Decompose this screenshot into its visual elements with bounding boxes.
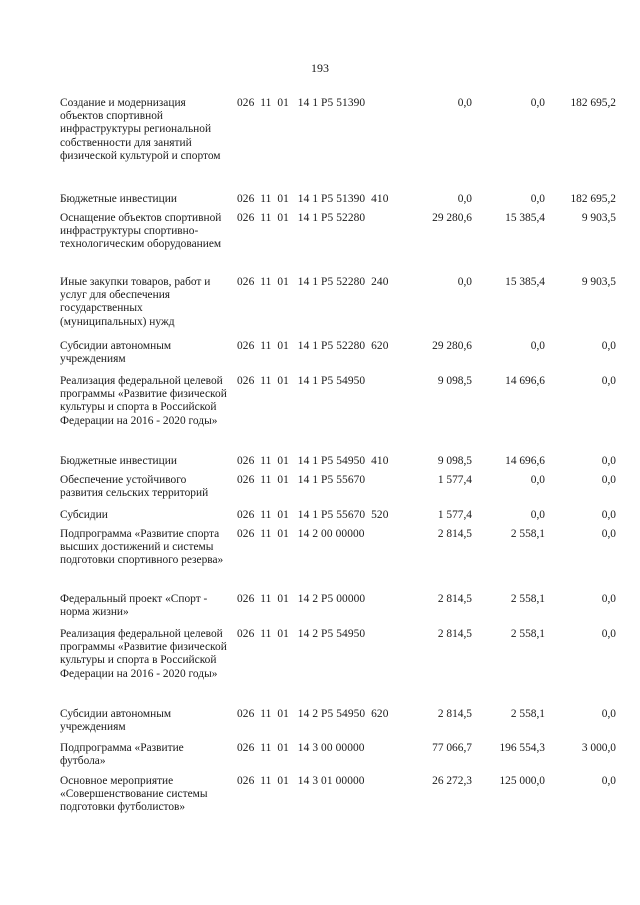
row-value-3: 0,0 [601,455,616,467]
row-value-3: 0,0 [601,628,616,640]
row-value-3: 9 903,5 [581,212,616,224]
row-name: Иные закупки товаров, работ и услуг для обеспечения государственных (муниципальных) нужд [60,276,211,328]
row-value-2: 15 385,4 [505,276,545,288]
row-code: 026 11 01 14 1 P5 55670 520 [237,509,389,521]
row-value-1: 77 066,7 [432,742,472,754]
row-value-1: 2 814,5 [437,708,472,720]
row-value-2: 0,0 [530,193,545,205]
row-value-2: 2 558,1 [510,628,545,640]
row-code: 026 11 01 14 2 P5 00000 [237,593,366,605]
row-name: Федеральный проект «Спорт - норма жизни» [60,593,208,619]
row-code: 026 11 01 14 1 P5 51390 410 [237,193,389,205]
row-value-2: 2 558,1 [510,528,545,540]
row-value-1: 29 280,6 [432,340,472,352]
row-name: Бюджетные инвестиции [60,193,177,205]
row-value-2: 14 696,6 [505,455,545,467]
row-value-3: 182 695,2 [570,97,616,109]
row-code: 026 11 01 14 1 P5 55670 [237,474,366,486]
row-value-1: 0,0 [457,276,472,288]
row-value-1: 26 272,3 [432,775,472,787]
row-code: 026 11 01 14 2 P5 54950 [237,628,366,640]
row-value-1: 2 814,5 [437,593,472,605]
row-value-1: 9 098,5 [437,375,472,387]
row-value-3: 0,0 [601,775,616,787]
row-name: Подпрограмма «Развитие футбола» [60,742,184,768]
row-value-2: 0,0 [530,474,545,486]
row-value-1: 2 814,5 [437,628,472,640]
row-value-3: 0,0 [601,509,616,521]
row-value-1: 2 814,5 [437,528,472,540]
row-value-2: 0,0 [530,97,545,109]
row-value-3: 0,0 [601,528,616,540]
row-value-3: 0,0 [601,593,616,605]
row-value-1: 29 280,6 [432,212,472,224]
row-code: 026 11 01 14 1 P5 52280 240 [237,276,389,288]
row-value-2: 196 554,3 [499,742,545,754]
row-value-3: 182 695,2 [570,193,616,205]
row-code: 026 11 01 14 1 P5 54950 410 [237,455,389,467]
page-number: 193 [311,61,329,75]
row-name: Субсидии автономным учреждениям [60,708,172,734]
row-value-2: 0,0 [530,509,545,521]
row-value-1: 1 577,4 [437,509,472,521]
row-code: 026 11 01 14 2 P5 54950 620 [237,708,389,720]
row-code: 026 11 01 14 1 P5 52280 620 [237,340,389,352]
row-value-3: 0,0 [601,375,616,387]
row-value-2: 125 000,0 [499,775,545,787]
row-name: Бюджетные инвестиции [60,455,177,467]
row-name: Подпрограмма «Развитие спорта высших достижений и системы подготовки спортивного резерва» [60,528,224,567]
row-name: Субсидии автономным учреждениям [60,340,172,366]
row-value-3: 3 000,0 [581,742,616,754]
row-value-1: 0,0 [457,97,472,109]
row-name: Создание и модернизация объектов спортивной инфраструктуры региональной собственности для занятий физической культурой и спортом [60,97,221,162]
row-value-3: 9 903,5 [581,276,616,288]
row-name: Реализация федеральной целевой программы «Развитие физической культуры и спорта в Российской Федерации на 2016 - 2020 годы» [60,628,227,680]
row-value-3: 0,0 [601,340,616,352]
row-code: 026 11 01 14 1 P5 51390 [237,97,366,109]
row-code: 026 11 01 14 2 00 00000 [237,528,365,540]
row-name: Реализация федеральной целевой программы «Развитие физической культуры и спорта в Российской Федерации на 2016 - 2020 годы» [60,375,227,427]
row-value-1: 1 577,4 [437,474,472,486]
row-value-2: 0,0 [530,340,545,352]
row-value-2: 2 558,1 [510,708,545,720]
row-code: 026 11 01 14 1 P5 52280 [237,212,366,224]
row-name: Оснащение объектов спортивной инфраструктуры спортивно-технологическим оборудованием [60,212,222,251]
row-value-2: 2 558,1 [510,593,545,605]
row-code: 026 11 01 14 3 01 00000 [237,775,365,787]
row-code: 026 11 01 14 1 P5 54950 [237,375,366,387]
row-value-1: 9 098,5 [437,455,472,467]
row-name: Основное мероприятие «Совершенствование системы подготовки футболистов» [60,775,208,814]
row-value-2: 14 696,6 [505,375,545,387]
row-value-1: 0,0 [457,193,472,205]
row-value-2: 15 385,4 [505,212,545,224]
row-name: Обеспечение устойчивого развития сельских территорий [60,474,209,500]
row-value-3: 0,0 [601,474,616,486]
row-value-3: 0,0 [601,708,616,720]
row-name: Субсидии [60,509,108,521]
row-code: 026 11 01 14 3 00 00000 [237,742,365,754]
